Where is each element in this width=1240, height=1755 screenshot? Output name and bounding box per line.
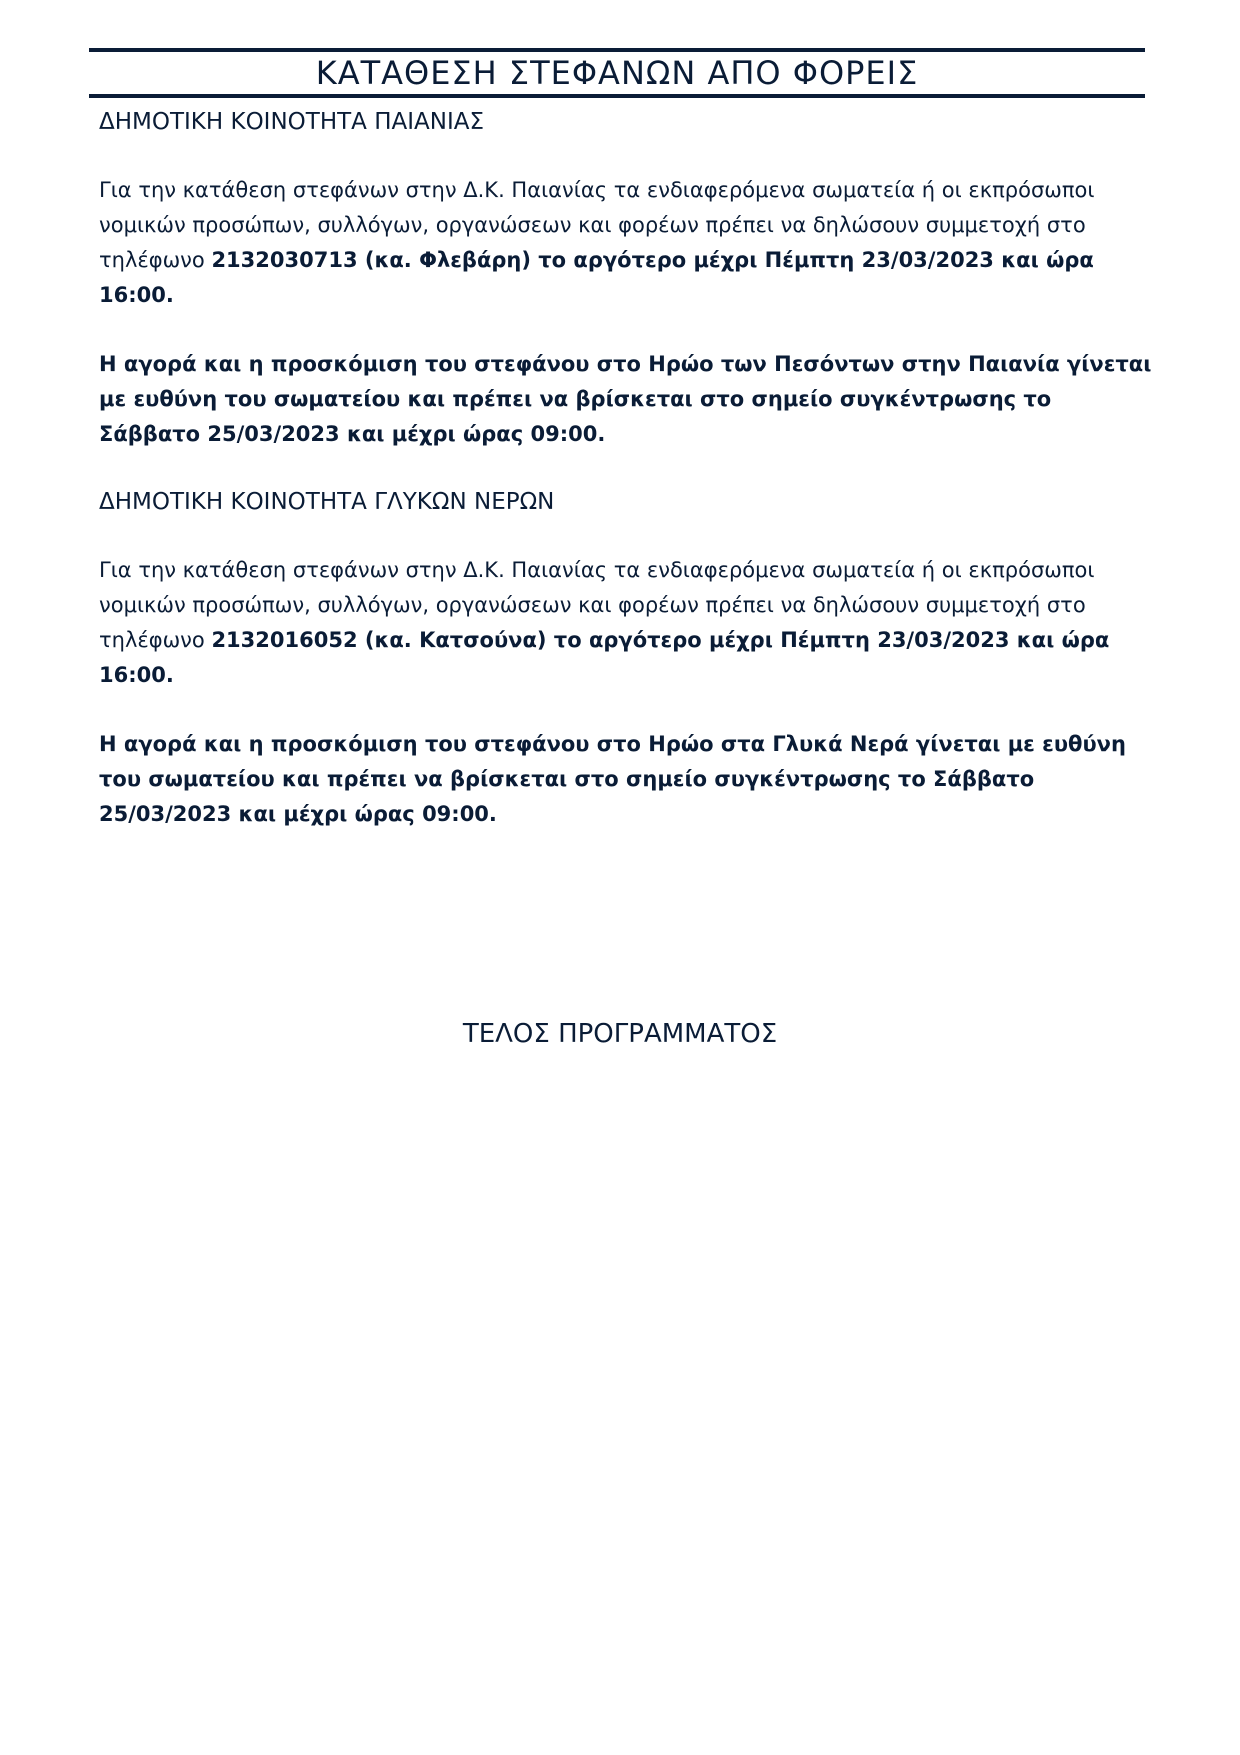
registration-text: Για την κατάθεση στεφάνων στην Δ.Κ. Παιανίας τα ενδιαφερόμενα σωματεία ή οι εκπρόσωποι νομικών προσώπων, συλλόγων, οργανώσεων και φορέων πρέπει να δηλώσουν συμμετοχή στο τηλέφωνο [99, 558, 1095, 652]
section-glyka-nera-registration-paragraph [99, 553, 1159, 693]
title-banner [89, 48, 1145, 98]
section-paiania-delivery-paragraph: Η αγορά και η προσκόμιση του στεφάνου στο Ηρώο των Πεσόντων στην Παιανία γίνεται με ευθύνη του σωματείου και πρέπει να βρίσκεται στο σημείο συγκέντρωσης το Σάββατο 25/03/2023 και μέχρι ώρας 09:00. [99, 352, 1152, 446]
section-heading-glyka-nera: ΔΗΜΟΤΙΚΗ ΚΟΙΝΟΤΗΤΑ ΓΛΥΚΩΝ ΝΕΡΩΝ [99, 489, 555, 515]
page-title: ΚΑΤΑΘΕΣΗ ΣΤΕΦΑΝΩΝ ΑΠΟ ΦΟΡΕΙΣ [315, 54, 919, 92]
section-glyka-nera-delivery-paragraph: Η αγορά και η προσκόμιση του στεφάνου στο Ηρώο στα Γλυκά Νερά γίνεται με ευθύνη του σωματείου και πρέπει να βρίσκεται στο σημείο συγκέντρωσης το Σάββατο 25/03/2023 και μέχρι ώρας 09:00. [99, 732, 1126, 826]
registration-contact-deadline: 2132016052 (κα. Κατσούνα) το αργότερο μέχρι Πέμπτη 23/03/2023 και ώρα 16:00. [99, 628, 1110, 687]
section-paiania-registration-paragraph [99, 173, 1159, 313]
registration-contact-deadline: 2132030713 (κα. Φλεβάρη) το αργότερο μέχρι Πέμπτη 23/03/2023 και ώρα 16:00. [99, 248, 1094, 307]
registration-text: Για την κατάθεση στεφάνων στην Δ.Κ. Παιανίας τα ενδιαφερόμενα σωματεία ή οι εκπρόσωποι νομικών προσώπων, συλλόγων, οργανώσεων και φορέων πρέπει να δηλώσουν συμμετοχή στο τηλέφωνο [99, 178, 1095, 272]
section-heading-paiania: ΔΗΜΟΤΙΚΗ ΚΟΙΝΟΤΗΤΑ ΠΑΙΑΝΙΑΣ [99, 109, 485, 135]
end-of-program-label: ΤΕΛΟΣ ΠΡΟΓΡΑΜΜΑΤΟΣ [462, 1019, 778, 1049]
